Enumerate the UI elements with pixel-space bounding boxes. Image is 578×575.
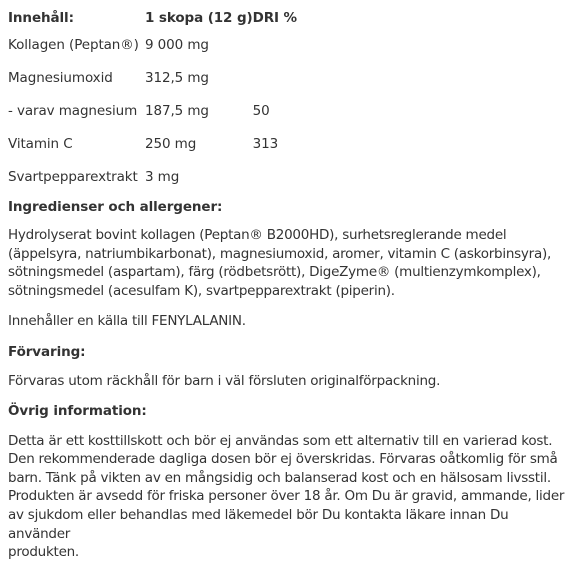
other-info-line: av sjukdom eller behandlas med läkemedel bör Du kontakta läkare innan Du använder <box>8 506 509 542</box>
header-per-scoop: 1 skopa (12 g) <box>145 10 253 26</box>
nutrient-name: Magnesiumoxid <box>8 69 113 86</box>
nutrition-row <box>8 94 313 127</box>
nutrient-dri: 313 <box>252 135 279 152</box>
nutrient-name: Kollagen (Peptan®) <box>8 36 139 53</box>
storage-text: Förvaras utom räckhåll för barn i väl försluten originalförpackning. <box>8 372 441 389</box>
storage-heading: Förvaring: <box>8 343 86 360</box>
ingredients-line: sötningsmedel (acesulfam K), svartpepparextrakt (piperin). <box>8 282 395 299</box>
ingredients-line: Hydrolyserat bovint kollagen (Peptan® B2000HD), surhetsreglerande medel <box>8 227 507 243</box>
nutrient-dri <box>253 28 313 61</box>
ingredients-text <box>8 226 574 300</box>
nutrient-name: - varav magnesium <box>8 102 138 119</box>
header-content: Innehåll: <box>8 10 74 26</box>
ingredients-heading: Ingredienser och allergener: <box>8 199 223 215</box>
nutrient-name: Vitamin C <box>8 135 73 152</box>
ingredients-line: sötningsmedel (aspartam), färg (rödbetsrött), DigeZyme® (multienzymkomplex), <box>8 264 541 281</box>
nutrient-amount: 9 000 mg <box>145 36 209 53</box>
nutrient-dri: 50 <box>252 102 270 119</box>
nutrient-dri <box>253 160 313 193</box>
other-info-line: produkten. <box>8 544 79 561</box>
nutrition-row <box>8 61 313 94</box>
other-info-line: Produkten är avsedd för friska personer över 18 år. Om Du är gravid, ammande, lider <box>8 488 565 505</box>
nutrient-amount: 187,5 mg <box>145 102 209 119</box>
nutrition-table <box>8 10 313 193</box>
other-info-text <box>8 432 574 562</box>
nutrient-dri <box>253 61 313 94</box>
product-info-page <box>8 0 574 562</box>
other-info-line: Den rekommenderade dagliga dosen bör ej överskridas. Förvaras oåtkomlig för små <box>8 451 558 468</box>
nutrition-row <box>8 160 313 193</box>
other-info-heading: Övrig information: <box>8 402 147 419</box>
phenylalanine-notice: Innehåller en källa till FENYLALANIN. <box>8 313 246 330</box>
nutrition-header-row <box>8 10 313 28</box>
nutrient-name: Svartpepparextrakt <box>8 168 138 185</box>
nutrition-row <box>8 28 313 61</box>
header-dri: DRI % <box>252 10 297 26</box>
other-info-line: barn. Tänk på vikten av en mångsidig och balanserad kost och en hälsosam livsstil. <box>8 469 551 486</box>
nutrient-amount: 250 mg <box>145 135 197 152</box>
nutrient-amount: 312,5 mg <box>145 69 209 86</box>
nutrient-amount: 3 mg <box>145 168 180 185</box>
other-info-line: Detta är ett kosttillskott och bör ej användas som ett alternativ till en varierad kost. <box>8 432 553 449</box>
nutrition-row <box>8 127 313 160</box>
ingredients-line: (äppelsyra, natriumbikarbonat), magnesiumoxid, aromer, vitamin C (askorbinsyra), <box>8 245 552 262</box>
